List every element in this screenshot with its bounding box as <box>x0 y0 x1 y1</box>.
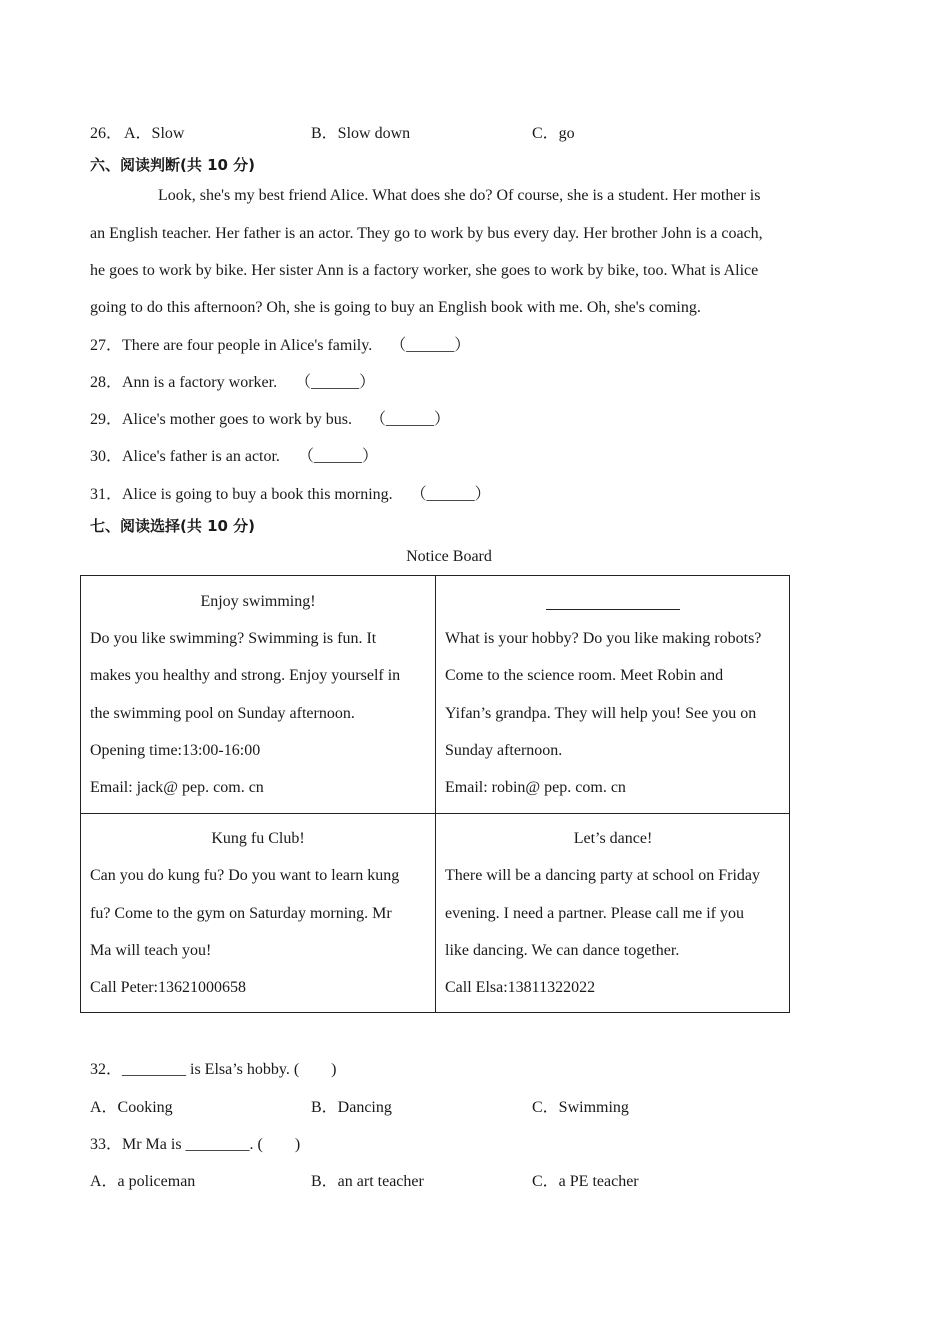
passage-line-1: Look, she's my best friend Alice. What does she do? Of course, she is a student. Her mother is <box>158 187 761 204</box>
question-31 <box>90 485 491 505</box>
robots-line-1: What is your hobby? Do you like making robots? <box>445 630 762 647</box>
swimming-line-5: Email: jack@ pep. com. cn <box>90 779 264 796</box>
kungfu-line-2: fu? Come to the gym on Saturday morning. Mr <box>90 905 392 922</box>
robots-line-2: Come to the science room. Meet Robin and <box>445 667 724 684</box>
q26-option-c: C．go <box>532 125 575 142</box>
question-29 <box>90 410 450 430</box>
q26-number: 26． <box>90 125 123 142</box>
section7-heading: 七、阅读选择(共 10 分) <box>90 517 256 535</box>
question-31-blank[interactable]: （______） <box>410 486 491 503</box>
q33-option-b[interactable]: B．an art teacher <box>311 1173 424 1190</box>
robots-line-3: Yifan’s grandpa. They will help you! See you on <box>445 705 757 722</box>
question-30 <box>90 447 378 467</box>
table-vertical-divider <box>435 576 436 1012</box>
swimming-title: Enjoy swimming! <box>200 593 316 610</box>
robots-title-blank[interactable] <box>546 594 680 610</box>
robots-line-4: Sunday afternoon. <box>445 742 563 759</box>
q26-option-b: B．Slow down <box>311 125 411 142</box>
question-30-text: 30．Alice's father is an actor. <box>90 448 280 465</box>
passage-line-3: he goes to work by bike. Her sister Ann is a factory worker, she goes to work by bike, too. What is Alice <box>90 262 759 279</box>
question-27-blank[interactable]: （______） <box>390 337 471 354</box>
q33-option-a[interactable]: A．a policeman <box>90 1173 196 1190</box>
swimming-line-3: the swimming pool on Sunday afternoon. <box>90 705 355 722</box>
dance-line-1: There will be a dancing party at school on Friday <box>445 867 761 884</box>
passage-line-2: an English teacher. Her father is an actor. They go to work by bus every day. Her brother John is a coach, <box>90 225 763 242</box>
q33-option-c[interactable]: C．a PE teacher <box>532 1173 639 1190</box>
question-28 <box>90 373 375 393</box>
notice-board-title: Notice Board <box>406 548 492 565</box>
question-29-blank[interactable]: （______） <box>369 411 450 428</box>
swimming-line-4: Opening time:13:00-16:00 <box>90 742 261 759</box>
dance-title: Let’s dance! <box>573 830 653 847</box>
kungfu-line-3: Ma will teach you! <box>90 942 212 959</box>
dance-line-4: Call Elsa:13811322022 <box>445 979 596 996</box>
question-33: 33．Mr Ma is ________. ( ) <box>90 1136 301 1153</box>
dance-line-2: evening. I need a partner. Please call me if you <box>445 905 744 922</box>
question-27-text: 27．There are four people in Alice's family. <box>90 337 373 354</box>
swimming-line-2: makes you healthy and strong. Enjoy yourself in <box>90 667 401 684</box>
question-27 <box>90 336 470 356</box>
notice-board-table <box>80 575 790 1013</box>
kungfu-title: Kung fu Club! <box>211 830 305 847</box>
question-31-text: 31．Alice is going to buy a book this morning. <box>90 486 393 503</box>
question-30-blank[interactable]: （______） <box>297 448 378 465</box>
question-28-blank[interactable]: （______） <box>295 374 376 391</box>
table-horizontal-divider <box>81 813 789 814</box>
question-28-text: 28．Ann is a factory worker. <box>90 374 278 391</box>
section6-heading: 六、阅读判断(共 10 分) <box>90 156 256 174</box>
robots-line-5: Email: robin@ pep. com. cn <box>445 779 626 796</box>
q32-option-b[interactable]: B．Dancing <box>311 1099 392 1116</box>
dance-line-3: like dancing. We can dance together. <box>445 942 680 959</box>
q32-option-c[interactable]: C．Swimming <box>532 1099 629 1116</box>
q32-option-a[interactable]: A．Cooking <box>90 1099 173 1116</box>
kungfu-line-4: Call Peter:13621000658 <box>90 979 246 996</box>
question-32: 32．________ is Elsa’s hobby. ( ) <box>90 1061 337 1078</box>
passage-line-4: going to do this afternoon? Oh, she is going to buy an English book with me. Oh, she's coming. <box>90 299 701 316</box>
q26-option-a: A．Slow <box>124 125 185 142</box>
swimming-line-1: Do you like swimming? Swimming is fun. It <box>90 630 377 647</box>
question-29-text: 29．Alice's mother goes to work by bus. <box>90 411 352 428</box>
kungfu-line-1: Can you do kung fu? Do you want to learn kung <box>90 867 400 884</box>
